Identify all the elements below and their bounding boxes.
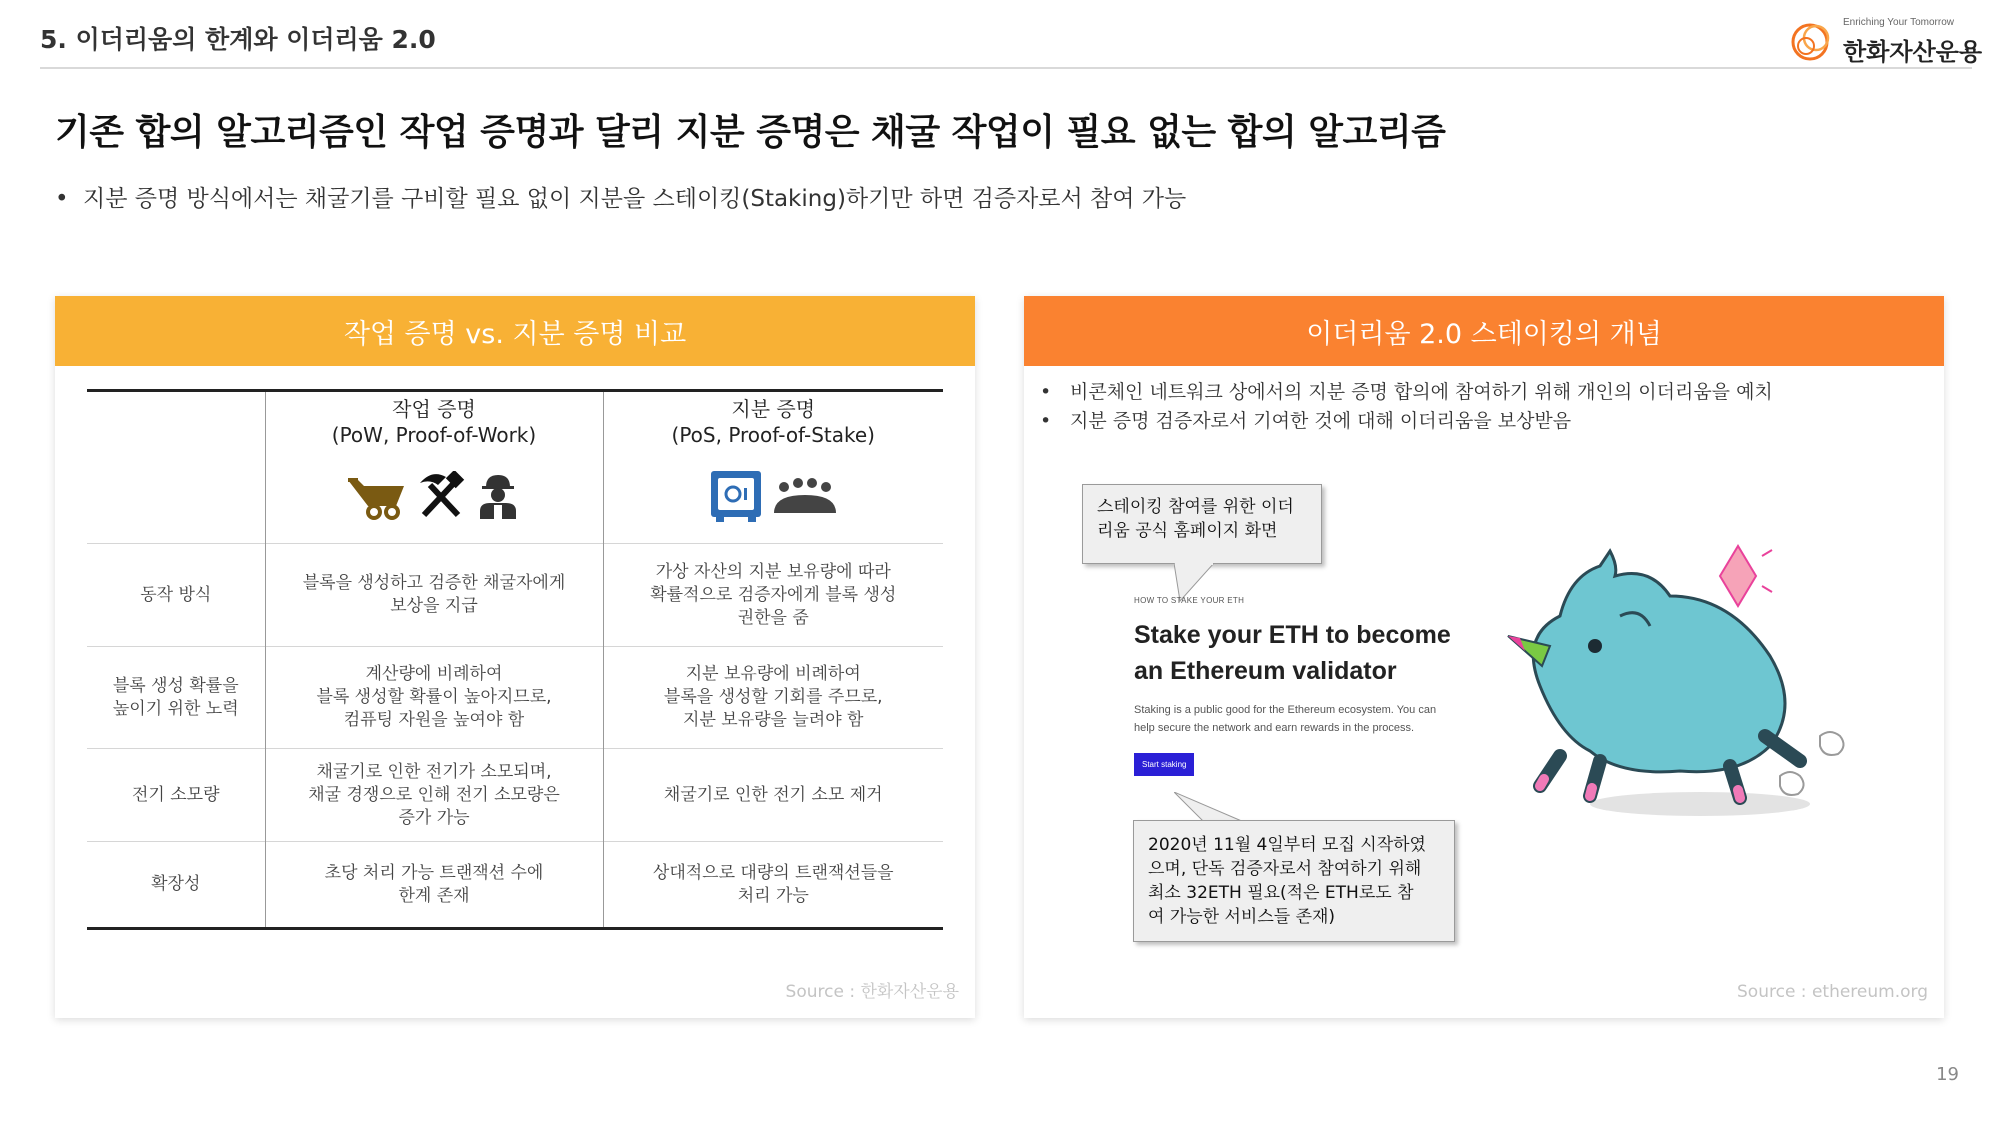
right-source: Source : ethereum.org xyxy=(1737,982,1928,1002)
subline-text: 지분 증명 방식에서는 채굴기를 구비할 필요 없이 지분을 스테이킹(Staking)하기만 하면 검증자로서 참여 가능 xyxy=(83,186,1187,212)
table-header-blank xyxy=(87,391,265,544)
row-label xyxy=(87,647,265,749)
pow-cell xyxy=(265,544,603,647)
callout-recruitment-text: 2020년 11월 4일부터 모집 시작하였 으며, 단독 검증자로서 참여하기 위해 최소 32ETH 필요(적은 ETH로도 참 여 가능한 서비스들 존재) xyxy=(1148,835,1426,927)
pow-cell xyxy=(265,749,603,842)
site-eyebrow: HOW TO STAKE YOUR ETH xyxy=(1134,596,1245,605)
table-row xyxy=(87,647,943,749)
pow-cell-text: 블록을 생성하고 검증한 채굴자에게 보상을 지급 xyxy=(302,573,566,616)
pos-cell-text: 가상 자산의 지분 보유량에 따라 확률적으로 검증자에게 블록 생성 권한을 줌 xyxy=(650,561,897,628)
pos-icons xyxy=(604,466,944,526)
logo-mark-icon xyxy=(1788,18,1840,64)
row-label-text: 확장성 xyxy=(151,874,201,894)
site-title: Stake your ETH to become an Ethereum validator xyxy=(1134,621,1451,685)
pow-cell xyxy=(265,842,603,929)
table-header-row xyxy=(87,391,943,544)
pos-cell xyxy=(603,749,943,842)
table-row xyxy=(87,749,943,842)
row-label xyxy=(87,544,265,647)
site-body: Staking is a public good for the Ethereum ecosystem. You can help secure the network and earn rewards in the process. xyxy=(1134,704,1437,734)
page-headline: 기존 합의 알고리즘인 작업 증명과 달리 지분 증명은 채굴 작업이 필요 없는 합의 알고리즘 xyxy=(55,112,1446,153)
bullet-text: 비콘체인 네트워크 상에서의 지분 증명 합의에 참여하기 위해 개인의 이더리움을 예치 xyxy=(1070,381,1773,403)
pow-cell-text: 채굴기로 인한 전기가 소모되며, 채굴 경쟁으로 인해 전기 소모량은 증가 가능 xyxy=(308,761,560,828)
pow-cell-text: 초당 처리 가능 트랜잭션 수에 한계 존재 xyxy=(324,862,544,906)
rhino-mascot-icon xyxy=(1500,536,1860,836)
page-number: 19 xyxy=(1936,1064,1959,1085)
row-label-text: 블록 생성 확률을 높이기 위한 노력 xyxy=(112,675,239,719)
comparison-table xyxy=(87,389,943,930)
pos-name: 지분 증명 xyxy=(731,397,816,421)
row-label-text: 전기 소모량 xyxy=(131,784,220,805)
pow-column-header xyxy=(265,391,603,544)
table-row xyxy=(87,842,943,929)
start-staking-button[interactable]: Start staking xyxy=(1134,753,1194,776)
pow-icons xyxy=(266,466,603,526)
bullet-item: • 비콘체인 네트워크 상에서의 지분 증명 합의에 참여하기 위해 개인의 이더리움을 예치 xyxy=(1040,381,1773,403)
pos-column-header xyxy=(603,391,943,544)
ethereum-site-preview xyxy=(1134,596,1474,776)
pos-sub: (PoS, Proof-of-Stake) xyxy=(671,423,875,447)
logo-tagline: Enriching Your Tomorrow xyxy=(1843,17,1954,28)
pow-cell-text: 계산량에 비례하여 블록 생성할 확률이 높아지므로, 컴퓨팅 자원을 높여야 함 xyxy=(316,664,552,730)
company-logo xyxy=(1788,14,1983,66)
pos-cell xyxy=(603,544,943,647)
callout-recruitment xyxy=(1133,820,1455,942)
row-label-text: 동작 방식 xyxy=(140,584,212,605)
group-icon xyxy=(772,473,838,519)
staking-bullets xyxy=(1040,378,1773,436)
pos-cell-text: 지분 보유량에 비례하여 블록을 생성할 기회를 주므로, 지분 보유량을 늘려야 함 xyxy=(663,664,883,730)
pow-name: 작업 증명 xyxy=(392,397,476,421)
hammer-pick-icon xyxy=(416,471,466,521)
bullet-text: 지분 증명 검증자로서 기여한 것에 대해 이더리움을 보상받음 xyxy=(1070,410,1572,432)
bullet-item: • 지분 증명 검증자로서 기여한 것에 대해 이더리움을 보상받음 xyxy=(1040,410,1572,432)
pos-cell xyxy=(603,842,943,929)
safe-icon xyxy=(708,468,764,524)
table-row xyxy=(87,544,943,647)
page-subline: • 지분 증명 방식에서는 채굴기를 구비할 필요 없이 지분을 스테이킹(Staking)하기만 하면 검증자로서 참여 가능 xyxy=(55,186,1187,212)
callout-homepage xyxy=(1082,484,1322,564)
pow-cell xyxy=(265,647,603,749)
left-source: Source : 한화자산운용 xyxy=(785,982,959,1002)
logo-name: 한화자산운용 xyxy=(1843,38,1983,66)
worker-icon xyxy=(474,471,522,521)
pos-cell-text: 상대적으로 대량의 트랜잭션들을 처리 가능 xyxy=(652,862,894,906)
pow-sub: (PoW, Proof-of-Work) xyxy=(331,423,537,447)
row-label xyxy=(87,749,265,842)
callout-homepage-text: 스테이킹 참여를 위한 이더 리움 공식 홈페이지 화면 xyxy=(1097,497,1294,541)
section-title: 5. 이더리움의 한계와 이더리움 2.0 xyxy=(40,25,436,54)
staking-panel-title: 이더리움 2.0 스테이킹의 개념 xyxy=(1024,296,1944,366)
wheelbarrow-icon xyxy=(346,472,408,520)
staking-panel xyxy=(1024,296,1944,1018)
comparison-panel-title: 작업 증명 vs. 지분 증명 비교 xyxy=(55,296,975,366)
comparison-panel xyxy=(55,296,975,1018)
row-label xyxy=(87,842,265,929)
header-divider xyxy=(40,67,1972,69)
pos-cell xyxy=(603,647,943,749)
pos-cell-text: 채굴기로 인한 전기 소모 제거 xyxy=(663,784,883,805)
